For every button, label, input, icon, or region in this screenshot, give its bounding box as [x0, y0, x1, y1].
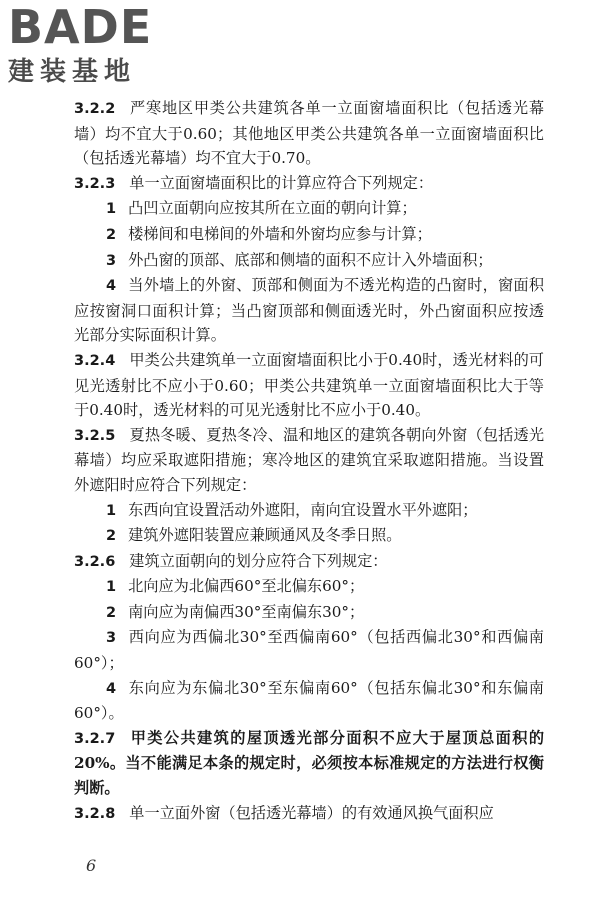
item-number: 2	[106, 604, 117, 621]
clause-number: 3.2.7	[74, 730, 116, 747]
item-text: 东西向宜设置活动外遮阳，南向宜设置水平外遮阳；	[128, 500, 478, 519]
clause-text: 单一立面外窗（包括透光幕墙）的有效通风换气面积应	[129, 803, 494, 822]
item-number: 3	[106, 630, 117, 647]
clause-text: 严寒地区甲类公共建筑各单一立面窗墙面积比（包括透光幕墙）均不宜大于0.60；其他地区甲类公共建筑各单一立面窗墙面积比（包括透光幕墙）均不宜大于0.70。	[74, 99, 544, 168]
item-text: 北向应为北偏西60°至北偏东60°；	[128, 577, 365, 596]
item-number: 2	[106, 528, 117, 545]
clause-number: 3.2.3	[74, 175, 116, 192]
list-item	[74, 600, 544, 626]
item-number: 1	[106, 502, 117, 519]
clause-text: 甲类公共建筑单一立面窗墙面积比小于0.40时，透光材料的可见光透射比不应小于0.60；甲类公共建筑单一立面窗墙面积比大于等于0.40时，透光材料的可见光透射比不应小于0.40。	[74, 350, 544, 420]
clause-number: 3.2.2	[74, 101, 116, 117]
item-text: 南向应为南偏西30°至南偏东30°；	[128, 602, 365, 621]
clause-paragraph	[74, 726, 544, 801]
item-number: 1	[106, 579, 117, 596]
list-item	[74, 676, 544, 726]
clause-paragraph	[74, 423, 544, 498]
item-text: 建筑外遮阳装置应兼顾通风及冬季日照。	[128, 526, 402, 545]
logo-subtitle: 建装基地	[8, 57, 137, 87]
page-number: 6	[86, 856, 97, 875]
list-item	[74, 498, 544, 524]
item-number: 3	[106, 252, 117, 269]
clause-number: 3.2.8	[74, 805, 116, 822]
item-number: 2	[106, 226, 117, 243]
list-item	[74, 222, 544, 248]
list-item	[74, 273, 544, 348]
clause-number: 3.2.4	[74, 352, 116, 369]
item-text: 外凸窗的顶部、底部和侧墙的面积不应计入外墙面积；	[128, 250, 493, 269]
list-item	[74, 625, 544, 675]
clause-number: 3.2.5	[74, 427, 116, 444]
item-number: 4	[106, 680, 117, 697]
item-text: 楼梯间和电梯间的外墙和外窗均应参与计算；	[128, 224, 432, 243]
clause-text: 建筑立面朝向的划分应符合下列规定：	[129, 551, 388, 570]
clause-paragraph	[74, 348, 544, 423]
item-text: 西向应为西偏北30°至西偏南60°（包括西偏北30°和西偏南60°）；	[74, 628, 544, 673]
item-number: 4	[106, 278, 117, 295]
list-item	[74, 574, 544, 600]
item-text: 凸凹立面朝向应按其所在立面的朝向计算；	[128, 199, 417, 218]
item-text: 东向应为东偏北30°至东偏南60°（包括东偏北30°和东偏南60°）。	[74, 678, 544, 723]
clause-paragraph	[74, 96, 544, 171]
clause-text: 甲类公共建筑的屋顶透光部分面积不应大于屋顶总面积的20%。当不能满足本条的规定时，必须按本标准规定的方法进行权衡判断。	[74, 728, 544, 798]
clause-paragraph	[74, 171, 544, 197]
bade-logo	[8, 0, 188, 92]
clause-text: 夏热冬暖、夏热冬冷、温和地区的建筑各朝向外窗（包括透光幕墙）均应采取遮阳措施；寒冷地区的建筑宜采取遮阳措施。当设置外遮阳时应符合下列规定：	[74, 425, 544, 494]
list-item	[74, 196, 544, 222]
clause-text: 单一立面窗墙面积比的计算应符合下列规定：	[129, 173, 434, 192]
list-item	[74, 248, 544, 274]
clause-number: 3.2.6	[74, 553, 116, 570]
clause-paragraph	[74, 801, 544, 827]
document-body	[74, 96, 544, 826]
logo-brand: BADE	[8, 0, 153, 54]
item-text: 当外墙上的外窗、顶部和侧面为不透光构造的凸窗时，窗面积应按窗洞口面积计算；当凸窗顶部和侧面透光时，外凸窗面积应按透光部分实际面积计算。	[74, 276, 544, 345]
item-number: 1	[106, 201, 117, 218]
list-item	[74, 523, 544, 549]
clause-paragraph	[74, 549, 544, 575]
